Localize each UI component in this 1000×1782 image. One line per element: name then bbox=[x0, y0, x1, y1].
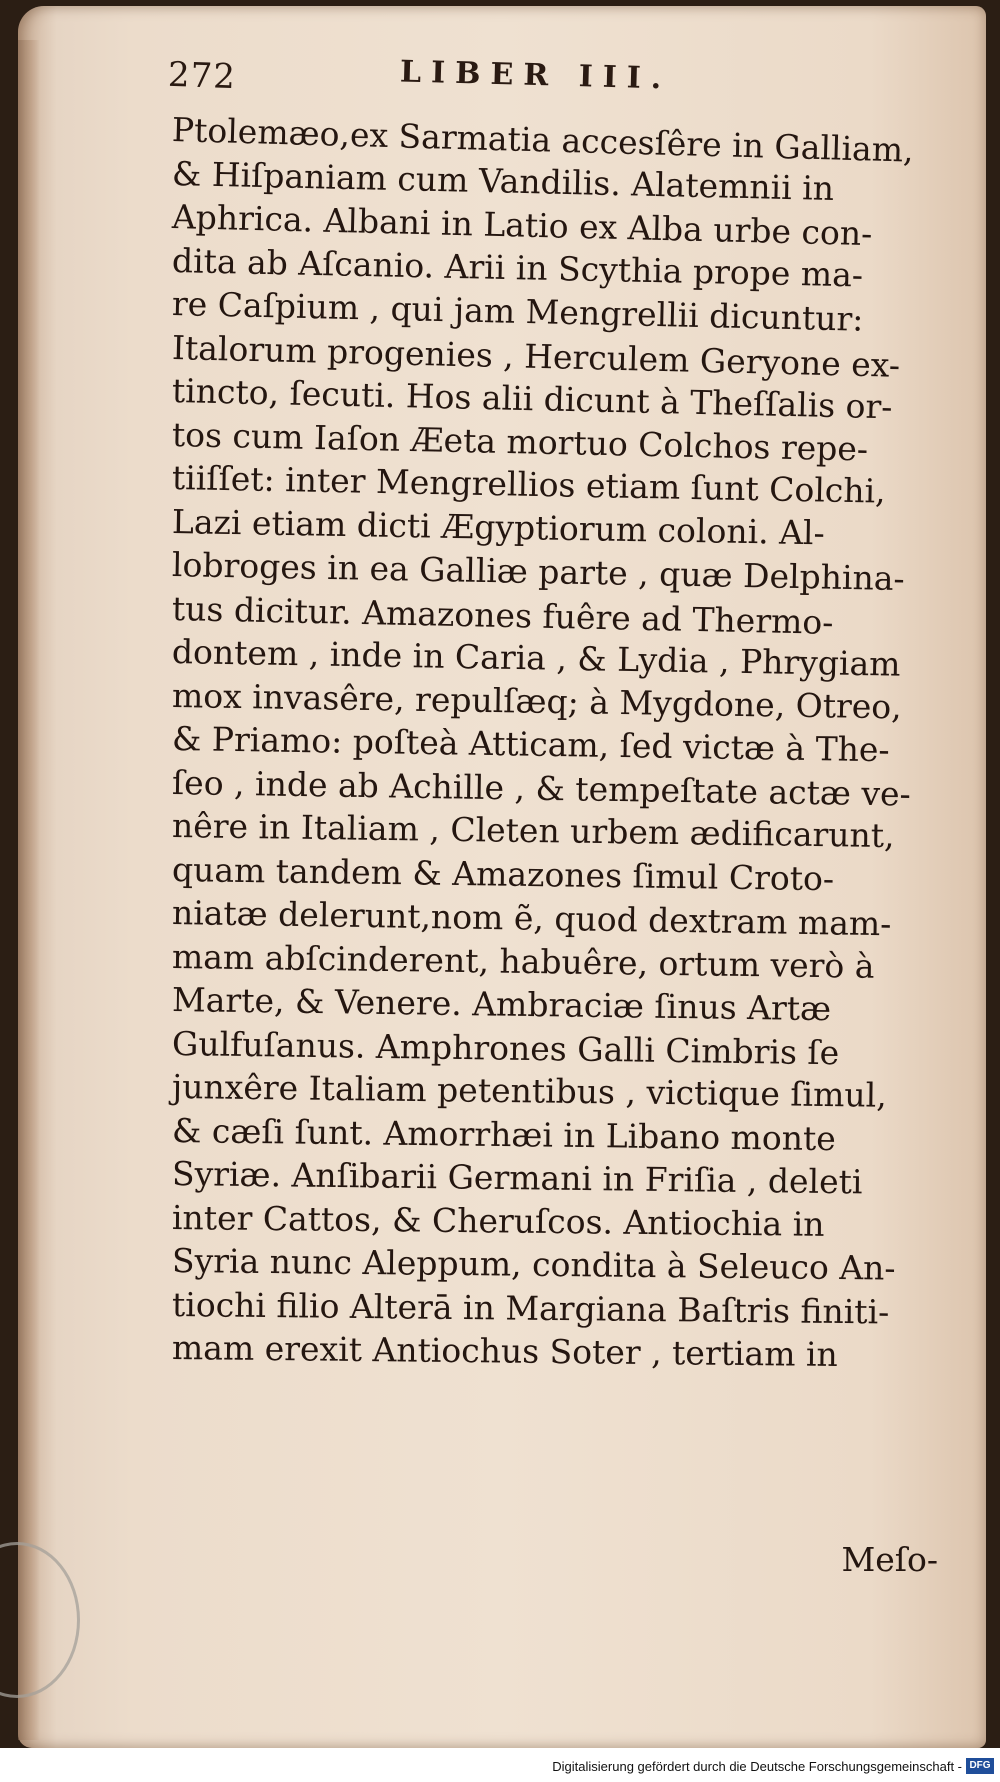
text-line: Syriæ. Anſibarii Germani in Friſia , deleti bbox=[171, 1154, 863, 1202]
body-text bbox=[171, 108, 958, 1374]
text-line: & Priamo: poſteà Atticam, ſed victæ à The- bbox=[171, 719, 890, 770]
text-line: & Hiſpaniam cum Vandilis. Alatemnii in bbox=[171, 153, 835, 208]
text-line: junxêre Italiam petentibus , victique ſimul, bbox=[171, 1067, 887, 1115]
digitization-footer bbox=[0, 1748, 1000, 1782]
funding-credit: Digitalisierung gefördert durch die Deutsche Forschungsgemeinschaft - bbox=[552, 1759, 962, 1774]
text-line: tiochi filio Alterā in Margiana Baſtris finiti- bbox=[171, 1284, 890, 1332]
text-line: Marte, & Venere. Ambraciæ ſinus Artæ bbox=[171, 980, 832, 1029]
text-line: niatæ delerunt,nom ẽ, quod dextram mam- bbox=[171, 893, 892, 944]
dfg-logo: DFG bbox=[966, 1758, 994, 1774]
text-line: inter Cattos, & Cheruſcos. Antiochia in bbox=[171, 1197, 825, 1244]
text-line: re Caſpium , qui jam Mengrellii dicuntur: bbox=[171, 284, 864, 339]
text-line: ſeo , inde ab Achille , & tempeſtate actæ ve- bbox=[171, 762, 912, 814]
text-line: Gulfuſanus. Amphrones Galli Cimbris ſe bbox=[171, 1023, 840, 1072]
running-head: LIBER III. bbox=[399, 54, 672, 97]
text-line: Lazi etiam dicti Ægyptiorum coloni. Al- bbox=[171, 501, 826, 552]
text-line: dita ab Aſcanio. Arii in Scythia prope ma- bbox=[171, 240, 864, 294]
text-line: Aphrica. Albani in Latio ex Alba urbe con- bbox=[171, 197, 873, 254]
text-line: Italorum progenies , Herculem Geryone ex- bbox=[171, 327, 901, 385]
text-line: mam abſcinderent, habuêre, ortum verò à bbox=[171, 936, 875, 986]
text-line: tiiſſet: inter Mengrellios etiam ſunt Colchi, bbox=[171, 458, 886, 511]
text-line: Ptolemæo,ex Sarmatia accesſêre in Galliam, bbox=[171, 110, 915, 170]
page-header bbox=[160, 56, 960, 116]
page-gutter-shadow bbox=[18, 40, 40, 1740]
text-line: mam erexit Antiochus Soter , tertiam in bbox=[171, 1328, 839, 1374]
text-line: tus dicitur. Amazones fuêre ad Thermo- bbox=[171, 588, 834, 642]
page-number: 272 bbox=[167, 54, 237, 98]
text-line: Syria nunc Aleppum, condita à Seleuco An- bbox=[171, 1241, 896, 1288]
text-line: & cæſi ſunt. Amorrhæi in Libano monte bbox=[171, 1110, 837, 1158]
text-line: tos cum Iaſon Æeta mortuo Colchos repe- bbox=[171, 414, 869, 469]
text-line: quam tandem & Amazones ſimul Croto- bbox=[171, 849, 835, 898]
text-line: mox invasêre, repulſæq; à Mygdone, Otreo, bbox=[171, 675, 903, 726]
text-line: tincto, ſecuti. Hos alii dicunt à Theſſalis or- bbox=[171, 371, 893, 427]
text-line: dontem , inde in Caria , & Lydia , Phrygiam bbox=[171, 632, 901, 684]
text-line: lobroges in ea Galliæ parte , quæ Delphina- bbox=[171, 545, 905, 599]
catchword: Meſo- bbox=[841, 1540, 938, 1579]
text-line: nêre in Italiam , Cleten urbem ædificarunt, bbox=[171, 806, 895, 856]
